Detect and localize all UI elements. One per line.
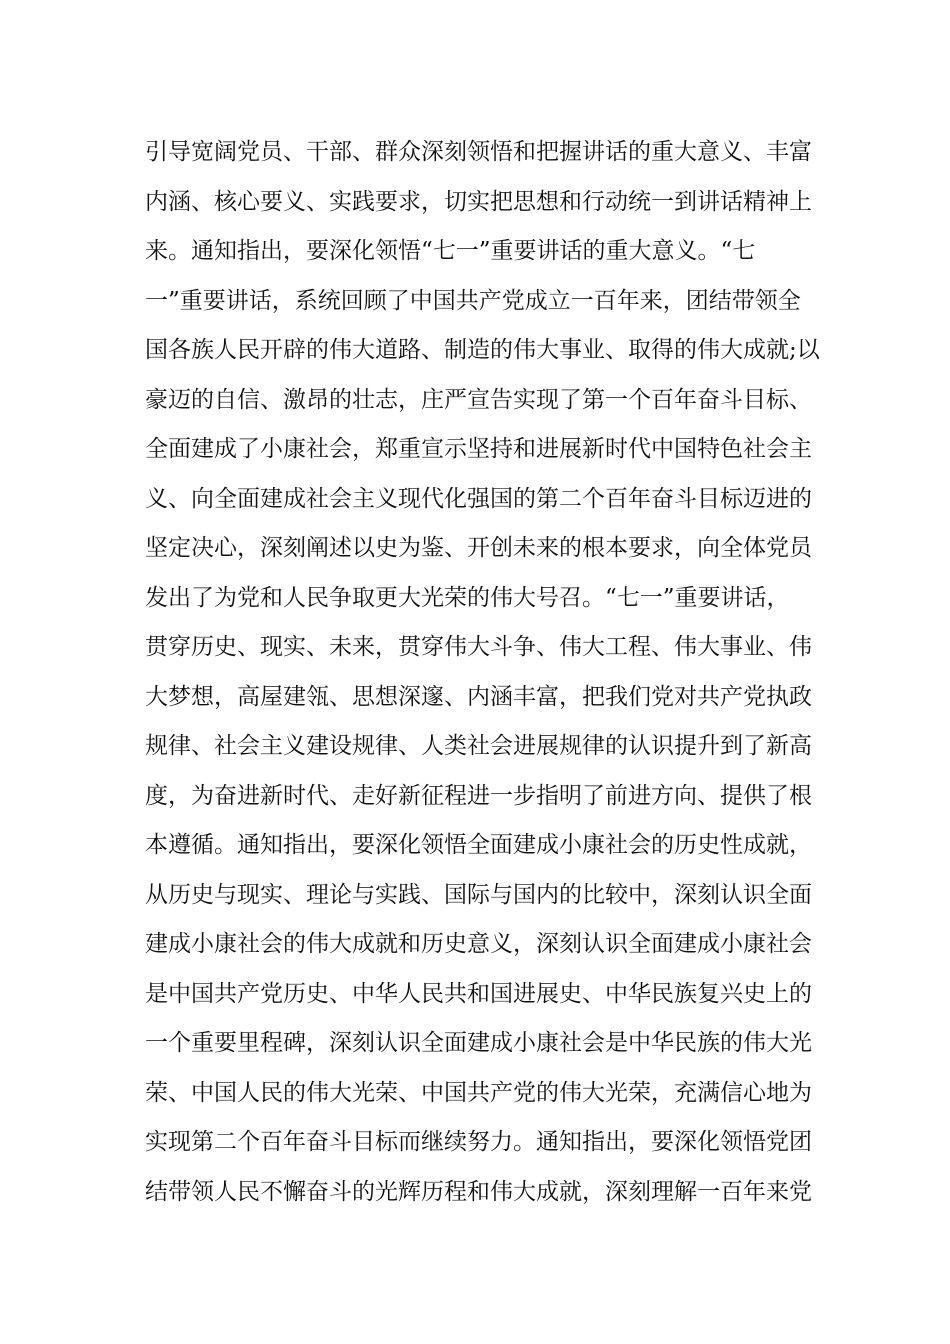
text-line: 贯穿历史、现实、未来，贯穿伟大斗争、伟大工程、伟大事业、伟 — [145, 634, 812, 660]
text-line: 国各族人民开辟的伟大道路、制造的伟大事业、取得的伟大成就;以 — [145, 337, 820, 363]
text-line: 发出了为党和人民争取更大光荣的伟大号召。“七一”重要讲话， — [145, 584, 790, 611]
text-line: 从历史与现实、理论与实践、国际与国内的比较中，深刻认识全面 — [145, 881, 812, 908]
text-line: 内涵、核心要义、实践要求，切实把思想和行动统一到讲话精神上 — [145, 188, 812, 215]
text-line: 豪迈的自信、激昂的壮志，庄严宣告实现了第一个百年奋斗目标、 — [145, 386, 812, 413]
text-line: 一个重要里程碑，深刻认识全面建成小康社会是中华民族的伟大光 — [145, 1030, 812, 1056]
text-line: 规律、社会主义建设规律、人类社会进展规律的认识提升到了新高 — [145, 733, 812, 759]
text-line: 实现第二个百年奋斗目标而继续努力。通知指出，要深化领悟党团 — [145, 1129, 812, 1155]
body-paragraph — [145, 128, 845, 1217]
text-line: 荣、中国人民的伟大光荣、中国共产党的伟大光荣，充满信心地为 — [145, 1079, 812, 1106]
text-line: 一”重要讲话，系统回顾了中国共产党成立一百年来，团结带领全 — [145, 287, 801, 314]
text-line: 义、向全面建成社会主义现代化强国的第二个百年奋斗目标迈进的 — [145, 485, 812, 512]
text-line: 坚定决心，深刻阐述以史为鉴、开创未来的根本要求，向全体党员 — [145, 535, 812, 561]
text-line: 本遵循。通知指出，要深化领悟全面建成小康社会的历史性成就， — [145, 832, 812, 858]
text-line: 度，为奋进新时代、走好新征程进一步指明了前进方向、提供了根 — [145, 782, 812, 809]
text-line: 引导宽阔党员、干部、群众深刻领悟和把握讲话的重大意义、丰富 — [145, 139, 812, 165]
text-line: 结带领人民不懈奋斗的光辉历程和伟大成就，深刻理解一百年来党 — [145, 1178, 812, 1205]
text-line: 全面建成了小康社会，郑重宣示坚持和进展新时代中国特色社会主 — [145, 436, 812, 462]
text-line: 来。通知指出，要深化领悟“七一”重要讲话的重大意义。“七 — [145, 238, 756, 264]
text-line: 建成小康社会的伟大成就和历史意义，深刻认识全面建成小康社会 — [145, 931, 812, 957]
text-line: 是中国共产党历史、中华人民共和国进展史、中华民族复兴史上的 — [145, 980, 812, 1007]
text-line: 大梦想，高屋建瓴、思想深邃、内涵丰富，把我们党对共产党执政 — [145, 683, 812, 710]
